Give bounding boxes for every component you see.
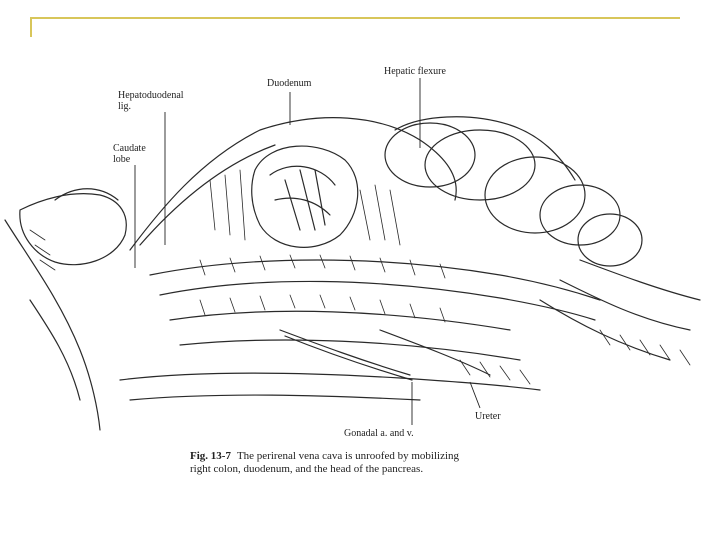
caption-line2: right colon, duodenum, and the head of the pancreas. (190, 463, 424, 475)
caudate-lobe-outline (20, 194, 126, 265)
caption-line1: The perirenal vena cava is unroofed by mobilizing (236, 450, 460, 462)
label-hepatoduodenal (118, 90, 184, 112)
colon-haustra-2 (425, 130, 535, 200)
label-caudate-line2: lobe (113, 154, 131, 165)
duodenum-outline (130, 118, 456, 250)
colon-haustra-5 (578, 214, 642, 266)
label-duodenum: Duodenum (267, 78, 312, 89)
vena-cava-outline (150, 260, 600, 300)
label-ureter: Ureter (475, 411, 501, 422)
label-caudate-lobe (113, 143, 146, 165)
label-hepatic-flexure: Hepatic flexure (384, 66, 446, 77)
label-gonadal: Gonadal a. and v. (344, 428, 414, 439)
label-hepatoduodenal-line1: Hepatoduodenal (118, 90, 184, 101)
gonadal-vessel (280, 330, 410, 375)
figure-caption (190, 450, 570, 476)
leader-ureter (470, 382, 480, 408)
colon-haustra-4 (540, 185, 620, 245)
duodenal-loop (252, 146, 358, 247)
figure-number: Fig. 13-7 (190, 450, 231, 462)
label-caudate-line1: Caudate (113, 143, 146, 154)
colon-haustra-1 (385, 123, 475, 187)
label-hepatoduodenal-line2: lig. (118, 101, 132, 112)
